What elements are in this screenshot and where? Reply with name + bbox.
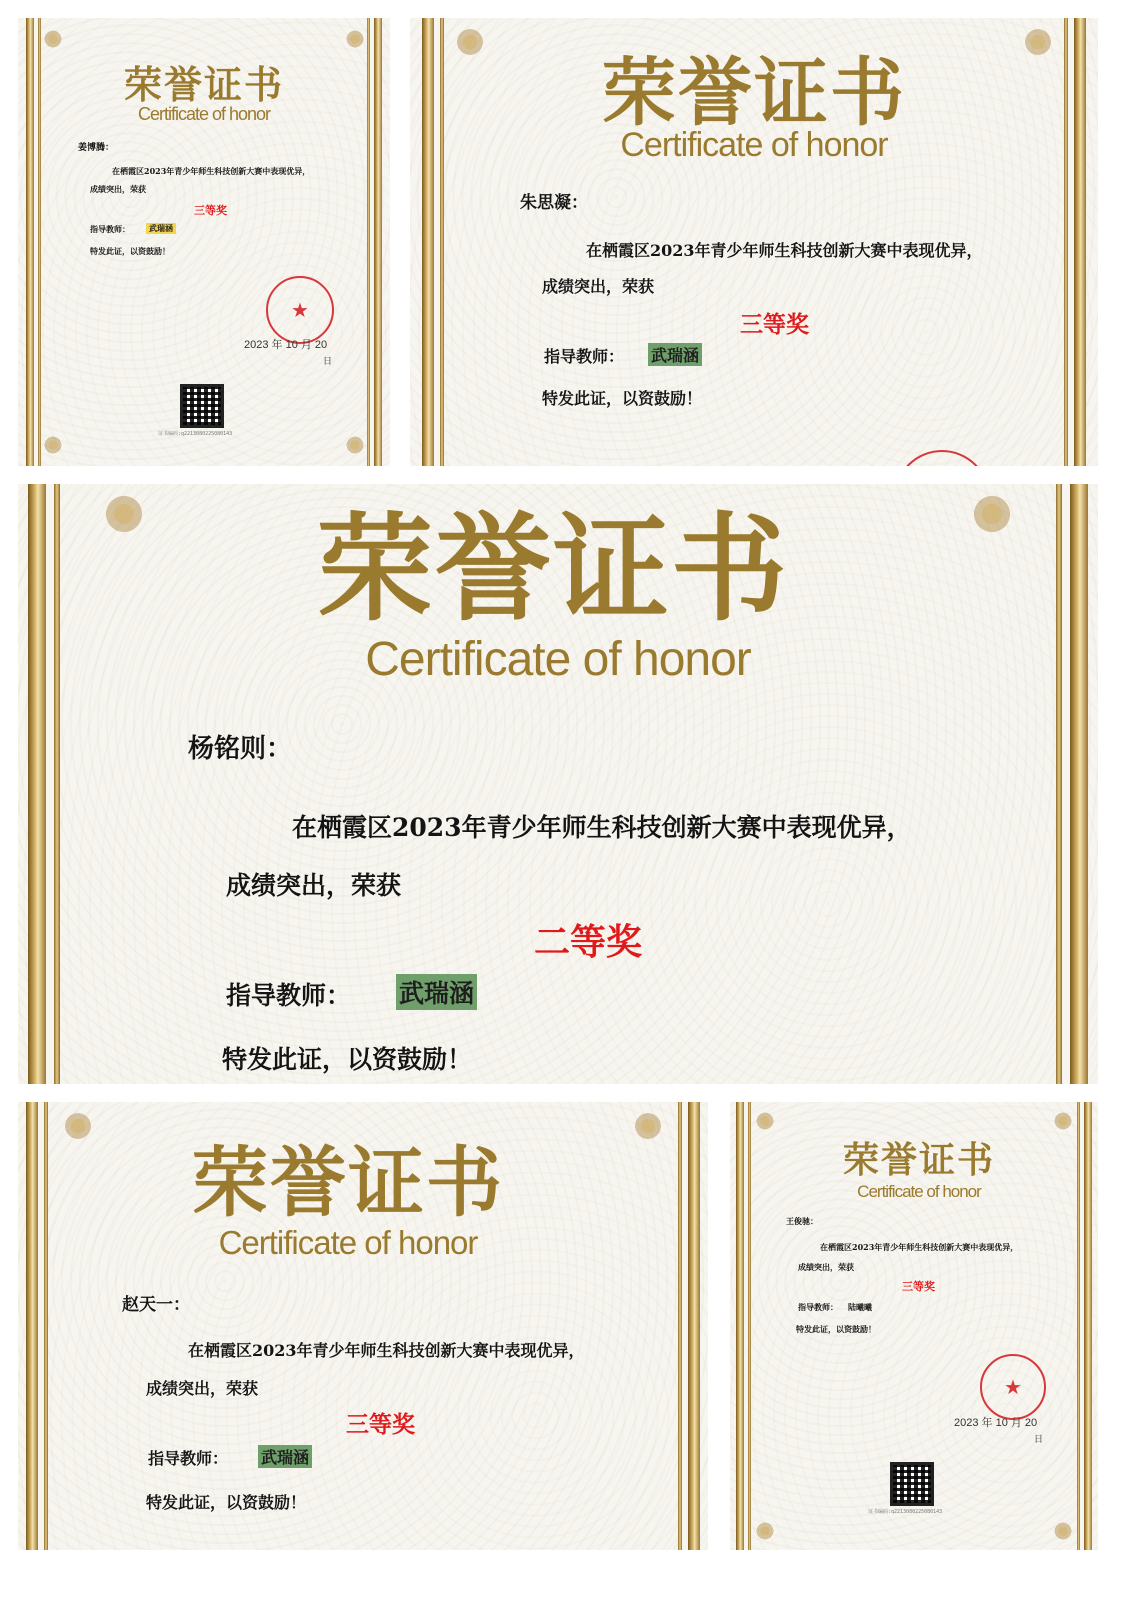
title-en: Certificate of honor: [365, 633, 751, 686]
body-line-1: 在栖霞区2023年青少年师生科技创新大赛中表现优异，: [112, 166, 311, 176]
closing-text: 特发此证，以资鼓励！: [90, 246, 170, 256]
issue-date-day: 日: [1034, 1434, 1044, 1444]
body-line-2: 成绩突出，荣获: [542, 277, 655, 296]
teacher-label: 指导教师：: [90, 224, 130, 234]
closing-text: 特发此证，以资鼓励！: [796, 1324, 876, 1334]
certificate-card-5: [730, 1102, 1098, 1550]
body-line-2: 成绩突出，荣获: [90, 184, 146, 194]
certificate-card-4: [18, 1102, 708, 1550]
body-line-1: 在栖霞区2023年青少年师生科技创新大赛中表现优异，: [820, 1242, 1019, 1252]
body-line-1: 在栖霞区2023年青少年师生科技创新大赛中表现优异，: [188, 1341, 585, 1360]
corner-ornament: [342, 26, 368, 52]
official-seal: [266, 276, 334, 344]
teacher-name: 武瑞涵: [648, 343, 702, 366]
teacher-name: 武瑞涵: [146, 223, 176, 234]
award-level: 二等奖: [534, 921, 643, 963]
recipient-name: 王俊驰：: [786, 1216, 818, 1226]
title-en: Certificate of honor: [218, 1224, 478, 1261]
body-line-1: 在栖霞区2023年青少年师生科技创新大赛中表现优异，: [586, 241, 983, 260]
corner-ornament: [752, 1518, 778, 1544]
recipient-name: 赵天一：: [122, 1295, 190, 1315]
certificate-card-1: [18, 18, 390, 466]
issue-date: 2023 年 10 月 20: [954, 1417, 1038, 1429]
seal-star-icon: ★: [291, 298, 309, 322]
corner-ornament: [1050, 1518, 1076, 1544]
teacher-name: 武瑞涵: [258, 1445, 312, 1468]
issue-date: 2023 年 10 月 20: [244, 339, 328, 351]
body-line-2: 成绩突出，荣获: [798, 1262, 854, 1272]
title-en: Certificate of honor: [620, 126, 888, 164]
corner-ornament: [1050, 1108, 1076, 1134]
closing-text: 特发此证，以资鼓励！: [542, 389, 703, 408]
award-level: 三等奖: [346, 1411, 415, 1438]
award-level: 三等奖: [740, 311, 809, 338]
closing-text: 特发此证，以资鼓励！: [146, 1493, 307, 1512]
qr-code: [180, 384, 224, 428]
corner-ornament: [40, 432, 66, 458]
seal-star-icon: ★: [1004, 1375, 1022, 1399]
title-cn: 荣誉证书: [192, 1138, 504, 1227]
certificate-number: 证书编码:q2213080225080143: [868, 1509, 943, 1515]
title-cn: 荣誉证书: [842, 1140, 995, 1181]
body-line-2: 成绩突出，荣获: [146, 1379, 259, 1398]
award-level: 三等奖: [902, 1280, 935, 1293]
recipient-name: 朱思凝：: [520, 193, 588, 213]
title-cn: 荣誉证书: [317, 502, 789, 637]
title-en: Certificate of honor: [857, 1182, 981, 1201]
body-line-1: 在栖霞区2023年青少年师生科技创新大赛中表现优异，: [292, 813, 912, 842]
recipient-name: 姜博腾：: [78, 143, 115, 153]
teacher-name: 武瑞涵: [396, 974, 477, 1010]
corner-ornament: [342, 432, 368, 458]
certificate-card-2: [410, 18, 1098, 466]
official-seal: [894, 450, 990, 466]
teacher-label: 指导教师：: [226, 981, 352, 1010]
award-level: 三等奖: [194, 204, 227, 217]
teacher-label: 指导教师：: [544, 347, 625, 366]
teacher-name: 陆曦曦: [848, 1302, 872, 1312]
certificate-card-3: [18, 484, 1098, 1084]
closing-text: 特发此证，以资鼓励！: [222, 1045, 473, 1074]
corner-ornament: [40, 26, 66, 52]
official-seal: [980, 1354, 1046, 1420]
teacher-label: 指导教师：: [798, 1302, 838, 1312]
title-cn: 荣誉证书: [602, 50, 906, 136]
qr-code: [890, 1462, 934, 1506]
certificate-number: 证书编码:q2213080225080143: [158, 431, 233, 437]
title-cn: 荣誉证书: [123, 63, 284, 107]
corner-ornament: [752, 1108, 778, 1134]
teacher-label: 指导教师：: [148, 1449, 229, 1468]
issue-date-day: 日: [323, 356, 333, 366]
recipient-name: 杨铭则：: [188, 734, 293, 764]
title-en: Certificate of honor: [137, 104, 271, 124]
body-line-2: 成绩突出，荣获: [226, 871, 402, 900]
